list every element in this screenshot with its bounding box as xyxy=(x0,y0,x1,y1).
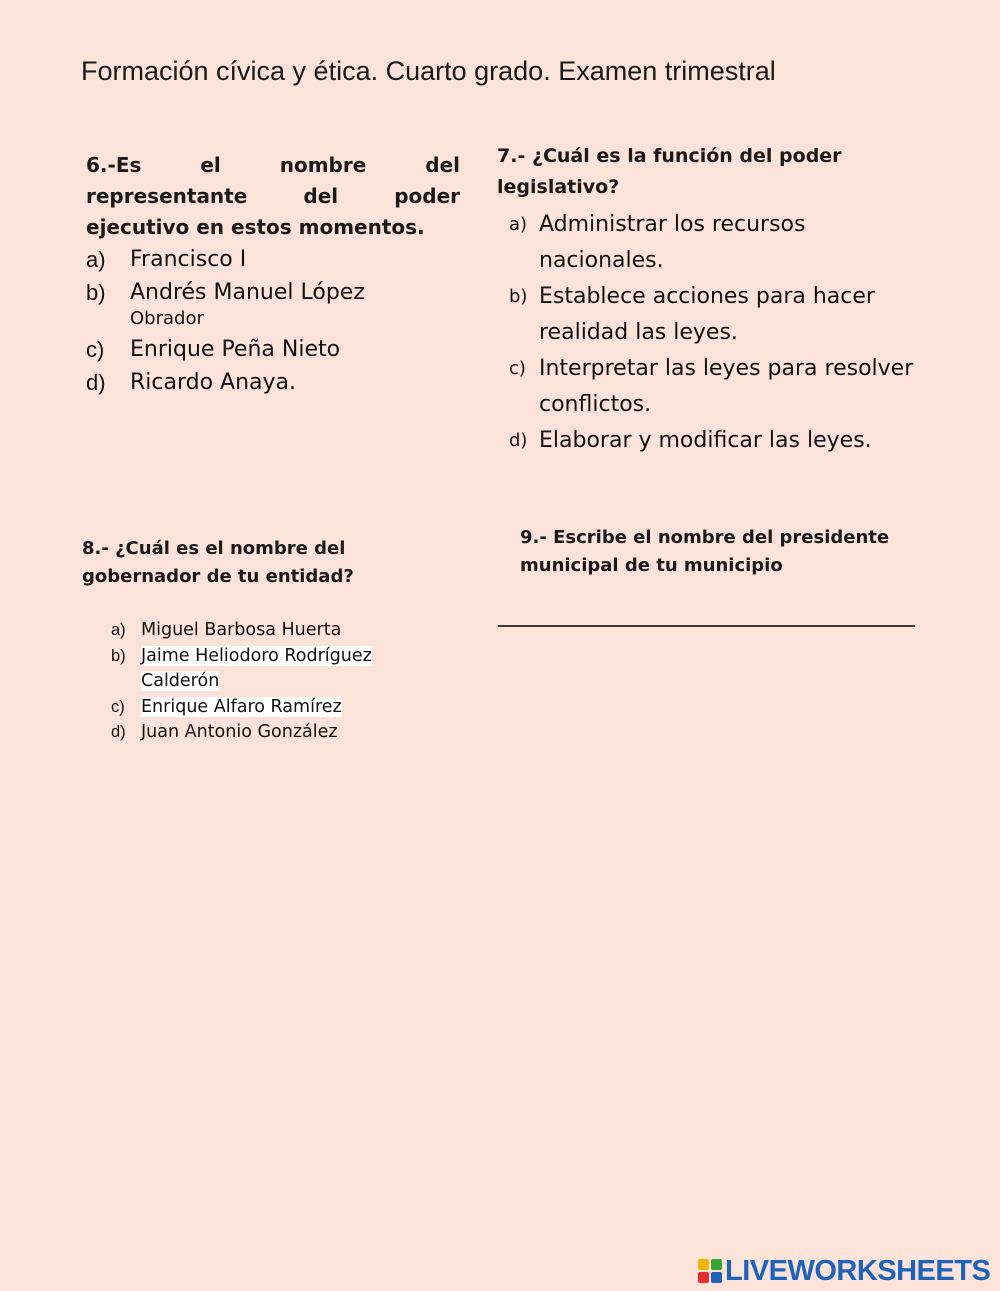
option-text xyxy=(141,695,382,721)
option-text: Interpretar las leyes para resolver conflictos. xyxy=(539,356,914,417)
question-9-text: 9.- Escribe el nombre del presidente municipal de tu municipio xyxy=(520,527,890,576)
option-label: c) xyxy=(111,697,125,716)
option-text: Administrar los recursos nacionales. xyxy=(539,212,806,273)
option-a[interactable] xyxy=(509,207,917,279)
question-6 xyxy=(86,150,460,399)
option-c[interactable] xyxy=(111,695,382,721)
question-8-options xyxy=(111,618,382,746)
option-text: Elaborar y modificar las leyes. xyxy=(539,428,872,453)
option-label: d) xyxy=(509,430,528,451)
page-title: Formación cívica y ética. Cuarto grado. Examen trimestral xyxy=(81,56,776,86)
option-text xyxy=(141,644,382,695)
logo-text: LIVEWORKSHEETS xyxy=(725,1254,991,1287)
option-c[interactable] xyxy=(86,333,460,366)
question-6-options xyxy=(86,243,460,399)
option-text-value: Enrique Alfaro Ramírez xyxy=(141,696,342,717)
option-label: a) xyxy=(111,621,126,639)
option-text-value: Miguel Barbosa Huerta xyxy=(141,620,342,640)
answer-input-line[interactable] xyxy=(498,625,915,627)
question-7-text: 7.- ¿Cuál es la función del poder legislativo? xyxy=(497,145,842,198)
option-b[interactable] xyxy=(86,276,460,333)
option-text: Ricardo Anaya. xyxy=(130,370,297,395)
option-label: a) xyxy=(509,214,528,235)
logo-square-icon xyxy=(711,1259,722,1270)
question-6-text: 6.-Es el nombre del representante del poder ejecutivo en estos momentos. xyxy=(86,153,460,239)
option-text xyxy=(130,276,460,333)
option-b[interactable] xyxy=(509,279,917,351)
liveworksheets-logo xyxy=(698,1256,990,1286)
logo-square-icon xyxy=(698,1272,709,1283)
option-label: b) xyxy=(509,286,528,307)
logo-square-icon xyxy=(698,1259,709,1270)
option-label: a) xyxy=(86,247,106,272)
option-text xyxy=(141,618,382,644)
option-label: c) xyxy=(509,358,526,379)
logo-square-icon xyxy=(711,1272,722,1283)
option-label: b) xyxy=(111,646,126,665)
option-a[interactable] xyxy=(86,243,460,276)
option-text-line2: Obrador xyxy=(130,308,204,329)
option-c[interactable] xyxy=(509,351,917,423)
option-text-value: Jaime Heliodoro Rodríguez Calderón xyxy=(141,645,372,691)
option-text: Enrique Peña Nieto xyxy=(130,337,341,362)
option-label: d) xyxy=(111,723,126,741)
option-d[interactable] xyxy=(509,423,917,459)
option-a[interactable] xyxy=(111,618,382,644)
option-text xyxy=(141,720,382,746)
option-text-value: Juan Antonio González xyxy=(141,722,338,742)
question-9 xyxy=(520,524,940,580)
option-text-line1: Andrés Manuel López xyxy=(130,280,365,305)
question-7 xyxy=(497,141,917,459)
question-8-text: 8.- ¿Cuál es el nombre del gobernador de tu entidad? xyxy=(82,538,354,587)
option-d[interactable] xyxy=(86,366,460,399)
option-text: Establece acciones para hacer realidad las leyes. xyxy=(539,284,875,345)
logo-icon xyxy=(698,1259,722,1283)
question-7-options xyxy=(497,207,917,459)
option-b[interactable] xyxy=(111,644,382,695)
option-text: Francisco I xyxy=(130,247,247,272)
option-label: d) xyxy=(86,370,106,395)
option-label: c) xyxy=(86,337,105,362)
question-8 xyxy=(82,535,382,746)
option-label: b) xyxy=(86,280,106,305)
option-d[interactable] xyxy=(111,720,382,746)
